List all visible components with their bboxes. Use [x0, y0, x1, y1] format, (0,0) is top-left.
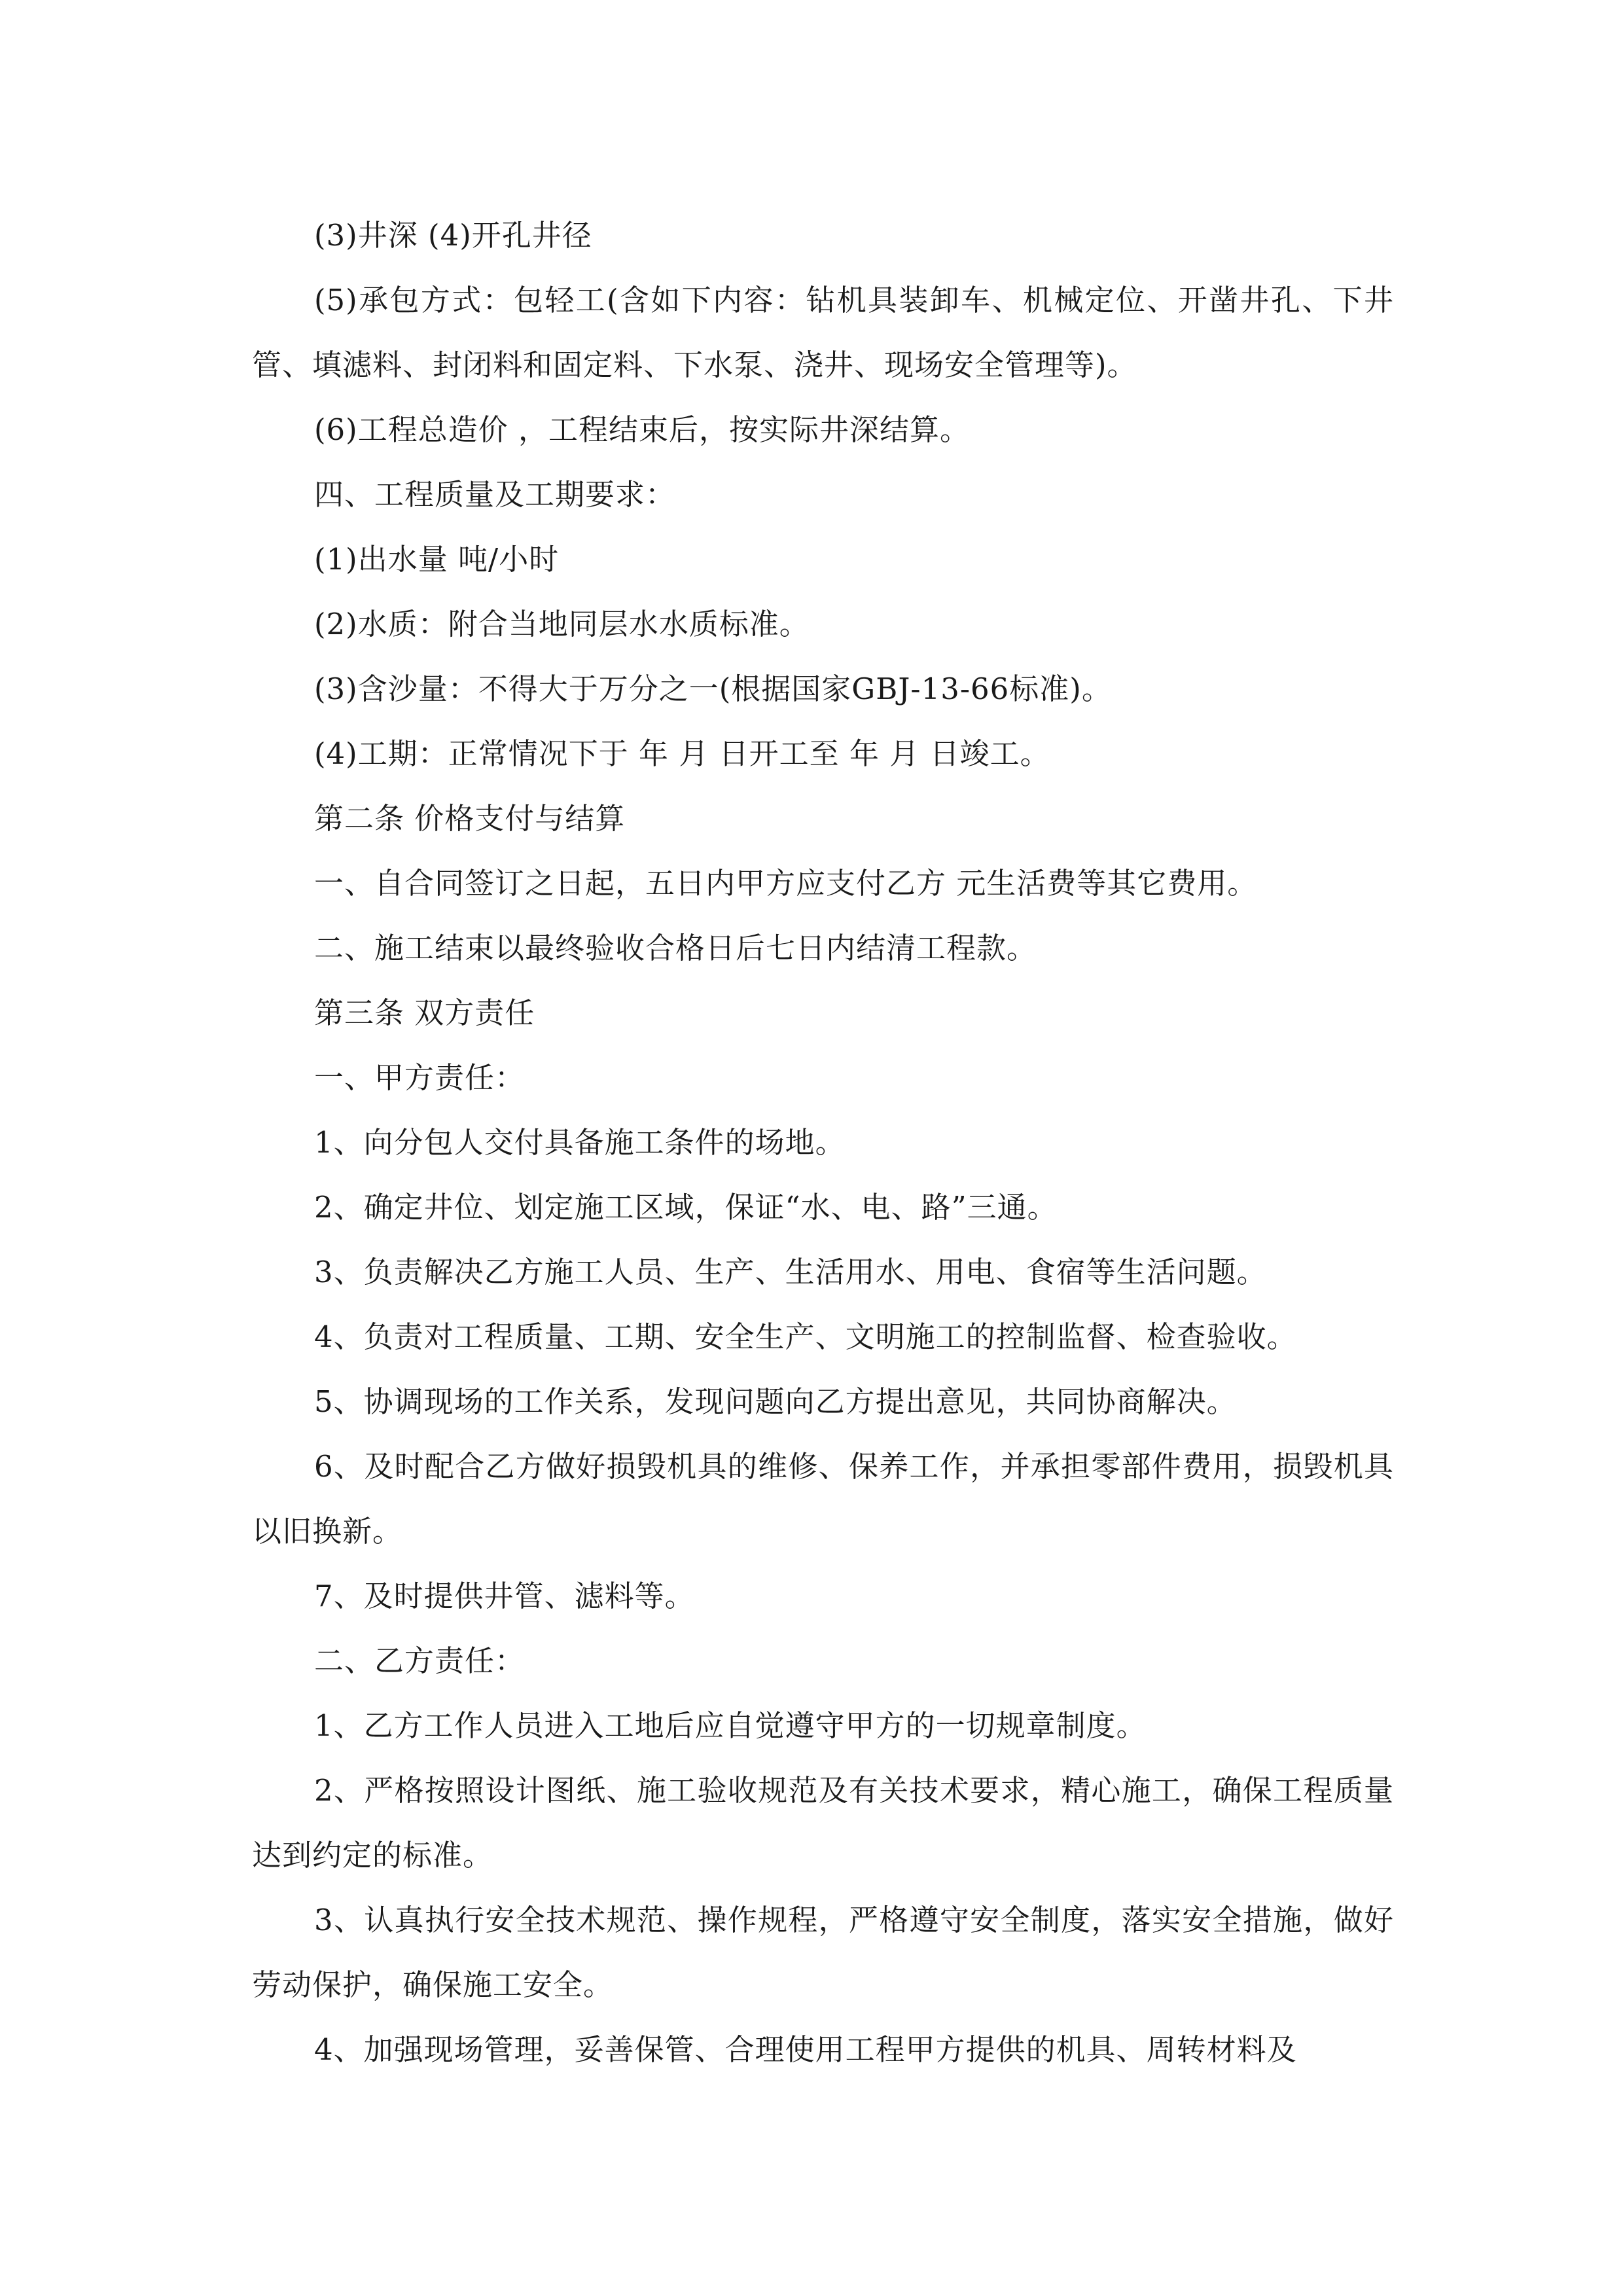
- list-item-a7: 7、及时提供井管、滤料等。: [314, 1579, 695, 1613]
- paragraph-payment-advance: 一、自合同签订之日起，五日内甲方应支付乙方 元生活费等其它费用。: [314, 866, 1258, 901]
- article-heading-payment: 第二条 价格支付与结算: [314, 801, 626, 836]
- section-heading-party-b: 二、乙方责任：: [314, 1643, 526, 1678]
- list-item-a1: 1、向分包人交付具备施工条件的场地。: [314, 1125, 846, 1160]
- section-heading-quality: 四、工程质量及工期要求：: [314, 477, 676, 512]
- list-item-a2: 2、确定井位、划定施工区域，保证“水、电、路”三通。: [314, 1190, 1058, 1225]
- paragraph-schedule: (4)工期：正常情况下于 年 月 日开工至 年 月 日竣工。: [314, 736, 1050, 771]
- paragraph-well-depth: (3)井深 (4)开孔井径: [314, 218, 592, 253]
- list-item-a5: 5、协调现场的工作关系，发现问题向乙方提出意见，共同协商解决。: [314, 1384, 1237, 1419]
- paragraph-total-cost: (6)工程总造价 ，工程结束后，按实际井深结算。: [314, 412, 971, 447]
- paragraph-contract-method: (5)承包方式：包轻工(含如下内容：钻机具装卸车、机械定位、开凿井孔、下井管、填滤料、封闭料和固定料、下水泵、浇井、现场安全管理等)。: [252, 283, 1394, 382]
- paragraph-payment-final: 二、施工结束以最终验收合格日后七日内结清工程款。: [314, 931, 1037, 965]
- paragraph-water-quality: (2)水质：附合当地同层水水质标准。: [314, 607, 810, 641]
- list-item-a6: 6、及时配合乙方做好损毁机具的维修、保养工作，并承担零部件费用，损毁机具以旧换新。: [252, 1449, 1394, 1549]
- list-item-b4: 4、加强现场管理，妥善保管、合理使用工程甲方提供的机具、周转材料及: [314, 2032, 1297, 2067]
- document-body: [252, 203, 1394, 2082]
- section-heading-party-a: 一、甲方责任：: [314, 1060, 526, 1095]
- list-item-b3: 3、认真执行安全技术规范、操作规程，严格遵守安全制度，落实安全措施，做好劳动保护，确保施工安全。: [252, 1903, 1394, 2002]
- article-heading-responsibilities: 第三条 双方责任: [314, 996, 535, 1030]
- list-item-b1: 1、乙方工作人员进入工地后应自觉遵守甲方的一切规章制度。: [314, 1708, 1147, 1743]
- list-item-a4: 4、负责对工程质量、工期、安全生产、文明施工的控制监督、检查验收。: [314, 1319, 1297, 1354]
- paragraph-water-output: (1)出水量 吨/小时: [314, 542, 560, 577]
- paragraph-sand-content: (3)含沙量：不得大于万分之一(根据国家GBJ-13-66标准)。: [314, 672, 1112, 706]
- list-item-a3: 3、负责解决乙方施工人员、生产、生活用水、用电、食宿等生活问题。: [314, 1255, 1267, 1289]
- list-item-b2: 2、严格按照设计图纸、施工验收规范及有关技术要求，精心施工，确保工程质量达到约定的标准。: [252, 1773, 1394, 1873]
